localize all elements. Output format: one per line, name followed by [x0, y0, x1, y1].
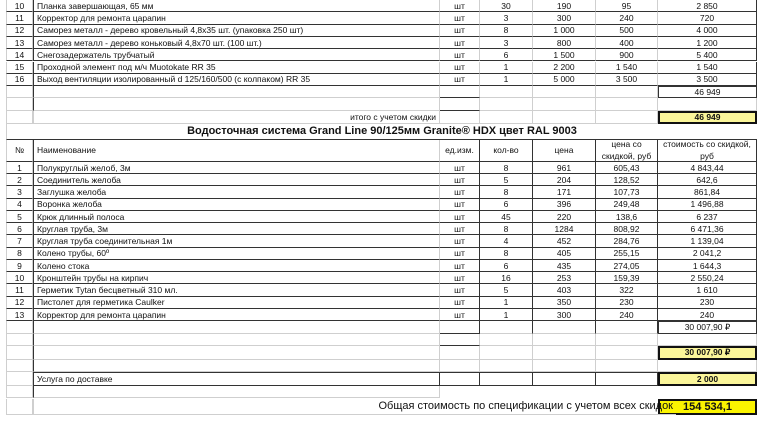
empty-cell[interactable] [33, 321, 440, 334]
cell-cost[interactable]: 1 200 [658, 37, 757, 49]
empty-cell[interactable] [596, 321, 658, 334]
empty-cell[interactable] [533, 111, 596, 124]
empty-cell[interactable] [533, 86, 596, 98]
cell-qty[interactable]: 6 [480, 49, 533, 61]
cell-name[interactable]: Полукруглый желоб, 3м [33, 162, 440, 174]
cell-unit[interactable]: шт [440, 0, 480, 12]
cell-disc[interactable]: 808,92 [596, 223, 658, 235]
column-header-no: № [6, 140, 33, 162]
cell-qty[interactable]: 1 [480, 74, 533, 86]
cell-price[interactable]: 1 500 [533, 49, 596, 61]
empty-cell[interactable] [658, 360, 757, 373]
cell-unit[interactable]: шт [440, 174, 480, 186]
cell-no[interactable]: 9 [6, 260, 33, 272]
cell-cost[interactable]: 642,6 [658, 174, 757, 186]
cell-disc[interactable]: 322 [596, 284, 658, 296]
cell-name[interactable]: Круглая труба, 3м [33, 223, 440, 235]
table-row [0, 284, 770, 296]
table-row [0, 211, 770, 223]
cell-unit[interactable]: шт [440, 25, 480, 37]
empty-cell[interactable] [480, 360, 533, 373]
cell-cost[interactable]: 4 843,44 [658, 162, 757, 174]
cell-unit[interactable]: шт [440, 297, 480, 309]
cell-cost[interactable]: 1 644,3 [658, 260, 757, 272]
empty-cell[interactable] [440, 372, 480, 386]
total-row [0, 346, 770, 360]
cell-no[interactable]: 10 [6, 272, 33, 284]
cell-no[interactable]: 13 [6, 37, 33, 49]
cell-price[interactable]: 961 [533, 162, 596, 174]
cell-no[interactable]: 6 [6, 223, 33, 235]
cell-price[interactable]: 300 [533, 12, 596, 24]
cell-price[interactable]: 300 [533, 309, 596, 321]
empty-cell[interactable] [480, 334, 533, 347]
table-row [0, 12, 770, 24]
blank-row [0, 98, 770, 111]
empty-cell[interactable] [533, 321, 596, 334]
column-header-price: цена [533, 140, 596, 162]
cell-qty[interactable]: 1 [480, 309, 533, 321]
cell-name[interactable]: Снегозадержатель трубчатый [33, 49, 440, 61]
cell-price[interactable]: 171 [533, 186, 596, 198]
cell-price[interactable]: 1 000 [533, 25, 596, 37]
cell-disc[interactable]: 284,76 [596, 235, 658, 247]
column-header-disc: цена со скидкой, руб [596, 140, 658, 162]
table-row [0, 272, 770, 284]
cell-no[interactable]: 12 [6, 25, 33, 37]
table-row [0, 297, 770, 309]
subtotal-row [0, 321, 770, 334]
table-row [0, 186, 770, 198]
cell-price[interactable]: 204 [533, 174, 596, 186]
cell-name[interactable]: Колено стока [33, 260, 440, 272]
grand-total-label: Общая стоимость по спецификации с учетом всех скидок [33, 399, 676, 415]
empty-cell[interactable] [6, 399, 33, 415]
table-row [0, 0, 770, 12]
empty-cell[interactable] [440, 346, 480, 360]
empty-cell[interactable] [6, 111, 33, 124]
cell-qty[interactable]: 8 [480, 223, 533, 235]
cell-no[interactable]: 10 [6, 0, 33, 12]
cell-qty[interactable]: 5 [480, 174, 533, 186]
cell-disc[interactable]: 274,05 [596, 260, 658, 272]
empty-cell[interactable] [6, 360, 33, 373]
cell-name[interactable]: Колено трубы, 60º [33, 248, 440, 260]
empty-cell[interactable] [533, 372, 596, 386]
empty-cell[interactable] [480, 98, 533, 111]
cell-disc[interactable]: 1 540 [596, 62, 658, 74]
cell-price[interactable]: 5 000 [533, 74, 596, 86]
cell-cost[interactable]: 1 610 [658, 284, 757, 296]
empty-cell[interactable] [533, 360, 596, 373]
cell-price[interactable]: 220 [533, 211, 596, 223]
cell-disc[interactable]: 128,52 [596, 174, 658, 186]
table-row [0, 174, 770, 186]
cell-disc[interactable]: 107,73 [596, 186, 658, 198]
cell-qty[interactable]: 1 [480, 297, 533, 309]
empty-cell[interactable] [480, 321, 533, 334]
cell-no[interactable]: 3 [6, 186, 33, 198]
cell-unit[interactable]: шт [440, 49, 480, 61]
cell-name[interactable]: Проходной элемент под м/ч Muotokate RR 35 [33, 62, 440, 74]
cell-cost[interactable]: 2 041,2 [658, 248, 757, 260]
cell-unit[interactable]: шт [440, 284, 480, 296]
cell-unit[interactable]: шт [440, 186, 480, 198]
delivery-value[interactable]: 2 000 [658, 372, 757, 386]
cell-unit[interactable]: шт [440, 162, 480, 174]
empty-cell[interactable] [33, 386, 440, 399]
cell-price[interactable]: 800 [533, 37, 596, 49]
cell-name[interactable]: Герметик Tytan бесцветный 310 мл. [33, 284, 440, 296]
blank-row [0, 334, 770, 347]
cell-cost[interactable]: 4 000 [658, 25, 757, 37]
cell-price[interactable]: 435 [533, 260, 596, 272]
table-row [0, 260, 770, 272]
cell-unit[interactable]: шт [440, 309, 480, 321]
cell-cost[interactable]: 230 [658, 297, 757, 309]
cell-price[interactable]: 403 [533, 284, 596, 296]
empty-cell[interactable] [33, 334, 440, 347]
cell-unit[interactable]: шт [440, 260, 480, 272]
empty-cell[interactable] [33, 98, 440, 111]
cell-qty[interactable]: 45 [480, 211, 533, 223]
empty-cell[interactable] [6, 321, 33, 334]
table-row [0, 248, 770, 260]
cell-qty[interactable]: 4 [480, 235, 533, 247]
cell-qty[interactable]: 16 [480, 272, 533, 284]
cell-cost[interactable]: 720 [658, 12, 757, 24]
empty-cell[interactable] [440, 334, 480, 347]
empty-cell[interactable] [596, 346, 658, 360]
cell-name[interactable]: Планка завершающая, 65 мм [33, 0, 440, 12]
cell-disc[interactable]: 3 500 [596, 74, 658, 86]
cell-cost[interactable]: 1 540 [658, 62, 757, 74]
cell-name[interactable]: Корректор для ремонта царапин [33, 309, 440, 321]
cell-name[interactable]: Заглушка желоба [33, 186, 440, 198]
cell-name[interactable]: Пистолет для герметика Caulker [33, 297, 440, 309]
table-row [0, 49, 770, 61]
cell-unit[interactable]: шт [440, 62, 480, 74]
empty-cell[interactable] [33, 346, 440, 360]
empty-cell[interactable] [6, 346, 33, 360]
column-header-qty: кол-во [480, 140, 533, 162]
cell-unit[interactable]: шт [440, 235, 480, 247]
cell-name[interactable]: Воронка желоба [33, 199, 440, 211]
empty-cell[interactable] [596, 372, 658, 386]
cell-no[interactable]: 11 [6, 284, 33, 296]
table-row [0, 25, 770, 37]
cell-name[interactable]: Соединитель желоба [33, 174, 440, 186]
table-row [0, 223, 770, 235]
cell-unit[interactable]: шт [440, 74, 480, 86]
cell-price[interactable]: 396 [533, 199, 596, 211]
cell-cost[interactable]: 3 500 [658, 74, 757, 86]
cell-disc[interactable]: 255,15 [596, 248, 658, 260]
cell-qty[interactable]: 1 [480, 62, 533, 74]
subtotal-row [0, 86, 770, 98]
empty-cell[interactable] [658, 98, 757, 111]
cell-name[interactable]: Крюк длинный полоса [33, 211, 440, 223]
cell-qty[interactable]: 6 [480, 260, 533, 272]
cell-qty[interactable]: 5 [480, 284, 533, 296]
empty-cell[interactable] [6, 98, 33, 111]
cell-name[interactable]: Выход вентиляции изолированный d 125/160/500 (с колпаком) RR 35 [33, 74, 440, 86]
cell-disc[interactable]: 138,6 [596, 211, 658, 223]
empty-cell[interactable] [533, 346, 596, 360]
subtotal-cell[interactable]: 30 007,90 ₽ [658, 321, 757, 334]
table-row [0, 62, 770, 74]
cell-disc[interactable]: 249,48 [596, 199, 658, 211]
cell-disc[interactable]: 900 [596, 49, 658, 61]
cell-name[interactable]: Корректор для ремонта царапин [33, 12, 440, 24]
empty-cell[interactable] [533, 98, 596, 111]
cell-qty[interactable]: 6 [480, 199, 533, 211]
total-value[interactable]: 30 007,90 ₽ [658, 346, 757, 360]
empty-cell[interactable] [596, 111, 658, 124]
cell-cost[interactable]: 2 850 [658, 0, 757, 12]
cell-no[interactable]: 8 [6, 248, 33, 260]
cell-price[interactable]: 2 200 [533, 62, 596, 74]
column-header-unit: ед.изм. [440, 140, 480, 162]
cell-cost[interactable]: 240 [658, 309, 757, 321]
delivery-label[interactable]: Услуга по доставке [33, 372, 440, 386]
empty-cell[interactable] [440, 111, 480, 124]
empty-cell[interactable] [33, 360, 440, 373]
cell-no[interactable]: 13 [6, 309, 33, 321]
cell-no[interactable]: 2 [6, 174, 33, 186]
cell-no[interactable]: 1 [6, 162, 33, 174]
cell-unit[interactable]: шт [440, 199, 480, 211]
cell-unit[interactable]: шт [440, 37, 480, 49]
table-row [0, 199, 770, 211]
section-title: Водосточная система Grand Line 90/125мм Granite® HDX цвет RAL 9003 [6, 124, 757, 140]
cell-cost[interactable]: 5 400 [658, 49, 757, 61]
delivery-row [0, 372, 770, 386]
cell-price[interactable]: 1284 [533, 223, 596, 235]
cell-price[interactable]: 350 [533, 297, 596, 309]
cell-no[interactable]: 5 [6, 211, 33, 223]
empty-cell[interactable] [440, 321, 480, 334]
table-row [0, 74, 770, 86]
cell-cost[interactable]: 6 237 [658, 211, 757, 223]
table-row [0, 37, 770, 49]
blank-row [0, 360, 770, 373]
cell-no[interactable]: 11 [6, 12, 33, 24]
cell-no[interactable]: 15 [6, 62, 33, 74]
cell-name[interactable]: Кронштейн трубы на кирпич [33, 272, 440, 284]
cell-price[interactable]: 253 [533, 272, 596, 284]
cell-price[interactable]: 190 [533, 0, 596, 12]
cell-qty[interactable]: 8 [480, 162, 533, 174]
cell-no[interactable]: 12 [6, 297, 33, 309]
cell-unit[interactable]: шт [440, 12, 480, 24]
empty-cell[interactable] [6, 334, 33, 347]
empty-cell[interactable] [440, 360, 480, 373]
empty-cell[interactable] [480, 86, 533, 98]
cell-disc[interactable]: 230 [596, 297, 658, 309]
empty-cell[interactable] [6, 386, 33, 399]
cell-unit[interactable]: шт [440, 272, 480, 284]
column-header-cost: стоимость со скидкой, руб [658, 140, 757, 162]
cell-unit[interactable]: шт [440, 211, 480, 223]
cell-disc[interactable]: 500 [596, 25, 658, 37]
cell-no[interactable]: 7 [6, 235, 33, 247]
cell-cost[interactable]: 1 496,88 [658, 199, 757, 211]
empty-cell[interactable] [596, 360, 658, 373]
cell-qty[interactable]: 3 [480, 12, 533, 24]
cell-disc[interactable]: 240 [596, 309, 658, 321]
empty-cell[interactable] [658, 334, 757, 347]
grand-total-value[interactable]: 154 534,1 [658, 399, 757, 415]
cell-price[interactable]: 405 [533, 248, 596, 260]
total-row [0, 111, 770, 124]
cell-no[interactable]: 16 [6, 74, 33, 86]
cell-unit[interactable]: шт [440, 248, 480, 260]
total-label[interactable]: итого с учетом скидки [33, 111, 440, 124]
empty-cell[interactable] [596, 334, 658, 347]
cell-qty[interactable]: 30 [480, 0, 533, 12]
cell-cost[interactable]: 1 139,04 [658, 235, 757, 247]
cell-name[interactable]: Саморез металл - дерево кровельный 4,8х35 шт. (упаковка 250 шт) [33, 25, 440, 37]
total-value[interactable]: 46 949 [658, 111, 757, 124]
cell-no[interactable]: 14 [6, 49, 33, 61]
cell-disc[interactable]: 400 [596, 37, 658, 49]
table-row [0, 235, 770, 247]
cell-no[interactable]: 4 [6, 199, 33, 211]
empty-cell[interactable] [33, 86, 440, 98]
cell-disc[interactable]: 159,39 [596, 272, 658, 284]
cell-price[interactable]: 452 [533, 235, 596, 247]
empty-cell[interactable] [6, 372, 33, 386]
column-header-name: Наименование [33, 140, 440, 162]
table-row [0, 309, 770, 321]
cell-qty[interactable]: 8 [480, 248, 533, 260]
cell-cost[interactable]: 6 471,36 [658, 223, 757, 235]
empty-cell[interactable] [596, 98, 658, 111]
cell-qty[interactable]: 8 [480, 25, 533, 37]
cell-disc[interactable]: 95 [596, 0, 658, 12]
subtotal-cell[interactable]: 46 949 [658, 86, 757, 98]
cell-qty[interactable]: 3 [480, 37, 533, 49]
cell-disc[interactable]: 605,43 [596, 162, 658, 174]
cell-cost[interactable]: 2 550,24 [658, 272, 757, 284]
empty-cell[interactable] [440, 98, 480, 111]
grand-total-row [0, 399, 770, 415]
empty-cell[interactable] [533, 334, 596, 347]
table-row [0, 162, 770, 174]
cell-cost[interactable]: 861,84 [658, 186, 757, 198]
empty-cell[interactable] [480, 372, 533, 386]
cell-name[interactable]: Круглая труба соединительная 1м [33, 235, 440, 247]
cell-name[interactable]: Саморез металл - дерево коньковый 4,8х70 шт. (100 шт.) [33, 37, 440, 49]
empty-cell[interactable] [6, 86, 33, 98]
empty-cell[interactable] [596, 86, 658, 98]
empty-cell[interactable] [480, 111, 533, 124]
cell-unit[interactable]: шт [440, 223, 480, 235]
empty-cell[interactable] [480, 346, 533, 360]
cell-disc[interactable]: 240 [596, 12, 658, 24]
empty-cell[interactable] [440, 86, 480, 98]
blank-row [0, 386, 770, 399]
header-row [0, 140, 770, 162]
cell-qty[interactable]: 8 [480, 186, 533, 198]
